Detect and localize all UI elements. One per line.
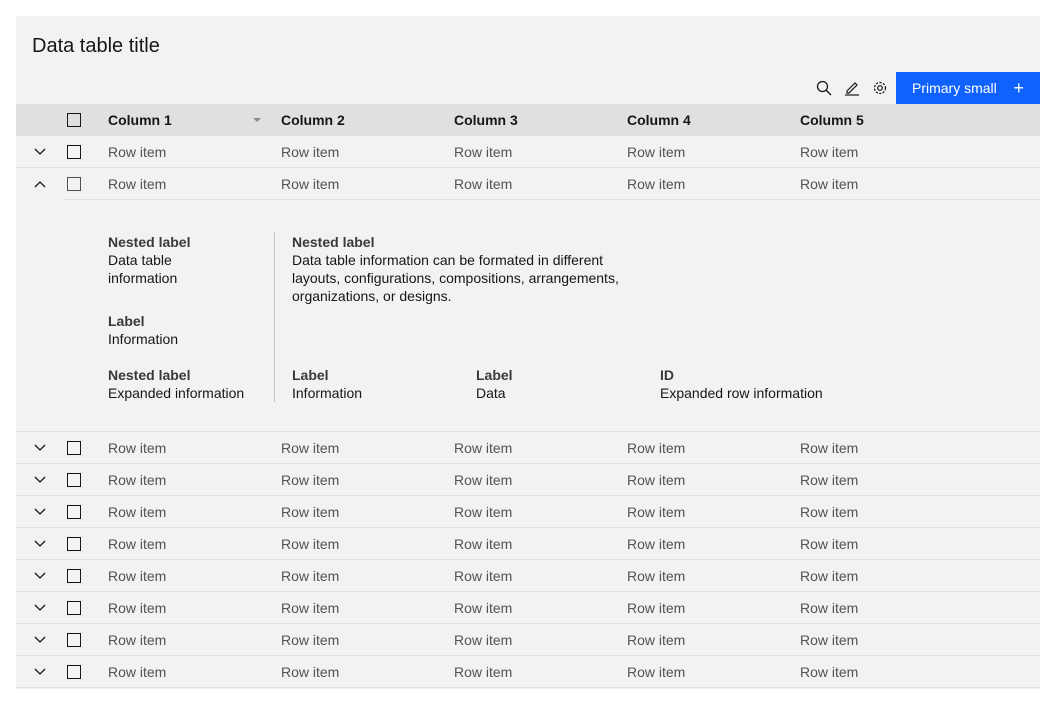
table-row[interactable] xyxy=(16,592,1040,624)
table-cell: Row item xyxy=(627,440,686,456)
table-cell: Row item xyxy=(800,504,859,520)
table-cell: Row item xyxy=(281,632,340,648)
column-header-5[interactable]: Column 5 xyxy=(800,112,864,128)
table-cell: Row item xyxy=(454,536,513,552)
table-cell: Row item xyxy=(627,664,686,680)
expanded-block: Nested label Data table information can be formated in different layouts, configurations, compositions, arrangements, organizations, or designs. xyxy=(292,234,619,304)
table-cell: Row item xyxy=(454,440,513,456)
table-cell: Row item xyxy=(108,144,167,160)
expanded-block: Label Information xyxy=(108,313,179,347)
table-cell: Row item xyxy=(800,144,859,160)
table-row[interactable] xyxy=(16,432,1040,464)
settings-icon[interactable] xyxy=(866,72,894,104)
table-cell: Row item xyxy=(108,568,167,584)
table-cell: Row item xyxy=(800,440,859,456)
table-cell: Row item xyxy=(627,536,686,552)
primary-button[interactable] xyxy=(896,72,1040,104)
divider xyxy=(274,232,275,402)
table-cell: Row item xyxy=(281,600,340,616)
chevron-down-icon[interactable] xyxy=(32,496,48,528)
table-cell: Row item xyxy=(800,176,859,192)
table-cell: Row item xyxy=(800,664,859,680)
table-cell: Row item xyxy=(281,568,340,584)
table-row[interactable] xyxy=(16,560,1040,592)
table-cell: Row item xyxy=(281,504,340,520)
table-row[interactable] xyxy=(16,168,1040,200)
table-cell: Row item xyxy=(627,568,686,584)
chevron-down-icon[interactable] xyxy=(32,464,48,496)
row-checkbox[interactable] xyxy=(67,537,81,551)
table-row[interactable] xyxy=(16,656,1040,688)
expanded-row-content xyxy=(16,200,1040,432)
column-header-3[interactable]: Column 3 xyxy=(454,112,518,128)
chevron-down-icon[interactable] xyxy=(32,432,48,464)
expanded-block: ID Expanded row information xyxy=(660,367,823,401)
chevron-down-icon[interactable] xyxy=(32,528,48,560)
table-cell: Row item xyxy=(454,504,513,520)
table-cell: Row item xyxy=(281,472,340,488)
data-table xyxy=(16,16,1040,689)
table-cell: Row item xyxy=(281,144,340,160)
table-cell: Row item xyxy=(454,472,513,488)
chevron-up-icon[interactable] xyxy=(32,168,48,200)
table-cell: Row item xyxy=(108,440,167,456)
select-all-checkbox[interactable] xyxy=(67,113,81,127)
table-cell: Row item xyxy=(627,632,686,648)
expanded-block: Nested label Data table information xyxy=(108,234,191,286)
table-cell: Row item xyxy=(800,632,859,648)
expanded-block: Nested label Expanded information xyxy=(108,367,245,401)
chevron-down-icon[interactable] xyxy=(32,624,48,656)
row-checkbox[interactable] xyxy=(67,441,81,455)
table-cell: Row item xyxy=(108,472,167,488)
row-checkbox[interactable] xyxy=(67,665,81,679)
row-checkbox[interactable] xyxy=(67,633,81,647)
table-cell: Row item xyxy=(108,632,167,648)
column-header-4[interactable]: Column 4 xyxy=(627,112,691,128)
column-header-1[interactable]: Column 1 xyxy=(108,112,172,128)
table-cell: Row item xyxy=(281,176,340,192)
chevron-down-icon[interactable] xyxy=(32,592,48,624)
table-row[interactable] xyxy=(16,464,1040,496)
table-cell: Row item xyxy=(108,600,167,616)
table-row[interactable] xyxy=(16,528,1040,560)
table-row[interactable] xyxy=(16,496,1040,528)
row-checkbox[interactable] xyxy=(67,569,81,583)
table-cell: Row item xyxy=(454,600,513,616)
table-cell: Row item xyxy=(800,600,859,616)
table-cell: Row item xyxy=(800,472,859,488)
primary-button-label: Primary small xyxy=(912,80,997,96)
add-icon: + xyxy=(1013,77,1024,98)
chevron-down-icon[interactable] xyxy=(32,136,48,168)
table-cell: Row item xyxy=(108,504,167,520)
table-cell: Row item xyxy=(627,504,686,520)
table-header xyxy=(16,104,1040,136)
table-row[interactable] xyxy=(16,136,1040,168)
row-checkbox[interactable] xyxy=(67,177,81,191)
chevron-down-icon[interactable] xyxy=(32,560,48,592)
expanded-block: Label Data xyxy=(476,367,513,401)
row-checkbox[interactable] xyxy=(67,145,81,159)
sort-icon[interactable] xyxy=(253,118,261,122)
table-cell: Row item xyxy=(800,536,859,552)
table-cell: Row item xyxy=(627,472,686,488)
table-cell: Row item xyxy=(627,144,686,160)
toolbar xyxy=(810,72,1040,104)
table-cell: Row item xyxy=(108,664,167,680)
edit-icon[interactable] xyxy=(838,72,866,104)
table-cell: Row item xyxy=(454,632,513,648)
table-row[interactable] xyxy=(16,624,1040,656)
column-header-2[interactable]: Column 2 xyxy=(281,112,345,128)
table-cell: Row item xyxy=(454,144,513,160)
search-icon[interactable] xyxy=(810,72,838,104)
table-cell: Row item xyxy=(454,664,513,680)
table-cell: Row item xyxy=(281,440,340,456)
table-cell: Row item xyxy=(454,176,513,192)
table-cell: Row item xyxy=(281,664,340,680)
table-cell: Row item xyxy=(627,176,686,192)
table-cell: Row item xyxy=(281,536,340,552)
row-checkbox[interactable] xyxy=(67,601,81,615)
table-cell: Row item xyxy=(627,600,686,616)
row-checkbox[interactable] xyxy=(67,473,81,487)
table-cell: Row item xyxy=(454,568,513,584)
table-cell: Row item xyxy=(108,176,167,192)
expanded-block: Label Information xyxy=(292,367,363,401)
table-cell: Row item xyxy=(108,536,167,552)
table-cell: Row item xyxy=(800,568,859,584)
row-checkbox[interactable] xyxy=(67,505,81,519)
chevron-down-icon[interactable] xyxy=(32,656,48,688)
table-title: Data table title xyxy=(32,35,160,57)
